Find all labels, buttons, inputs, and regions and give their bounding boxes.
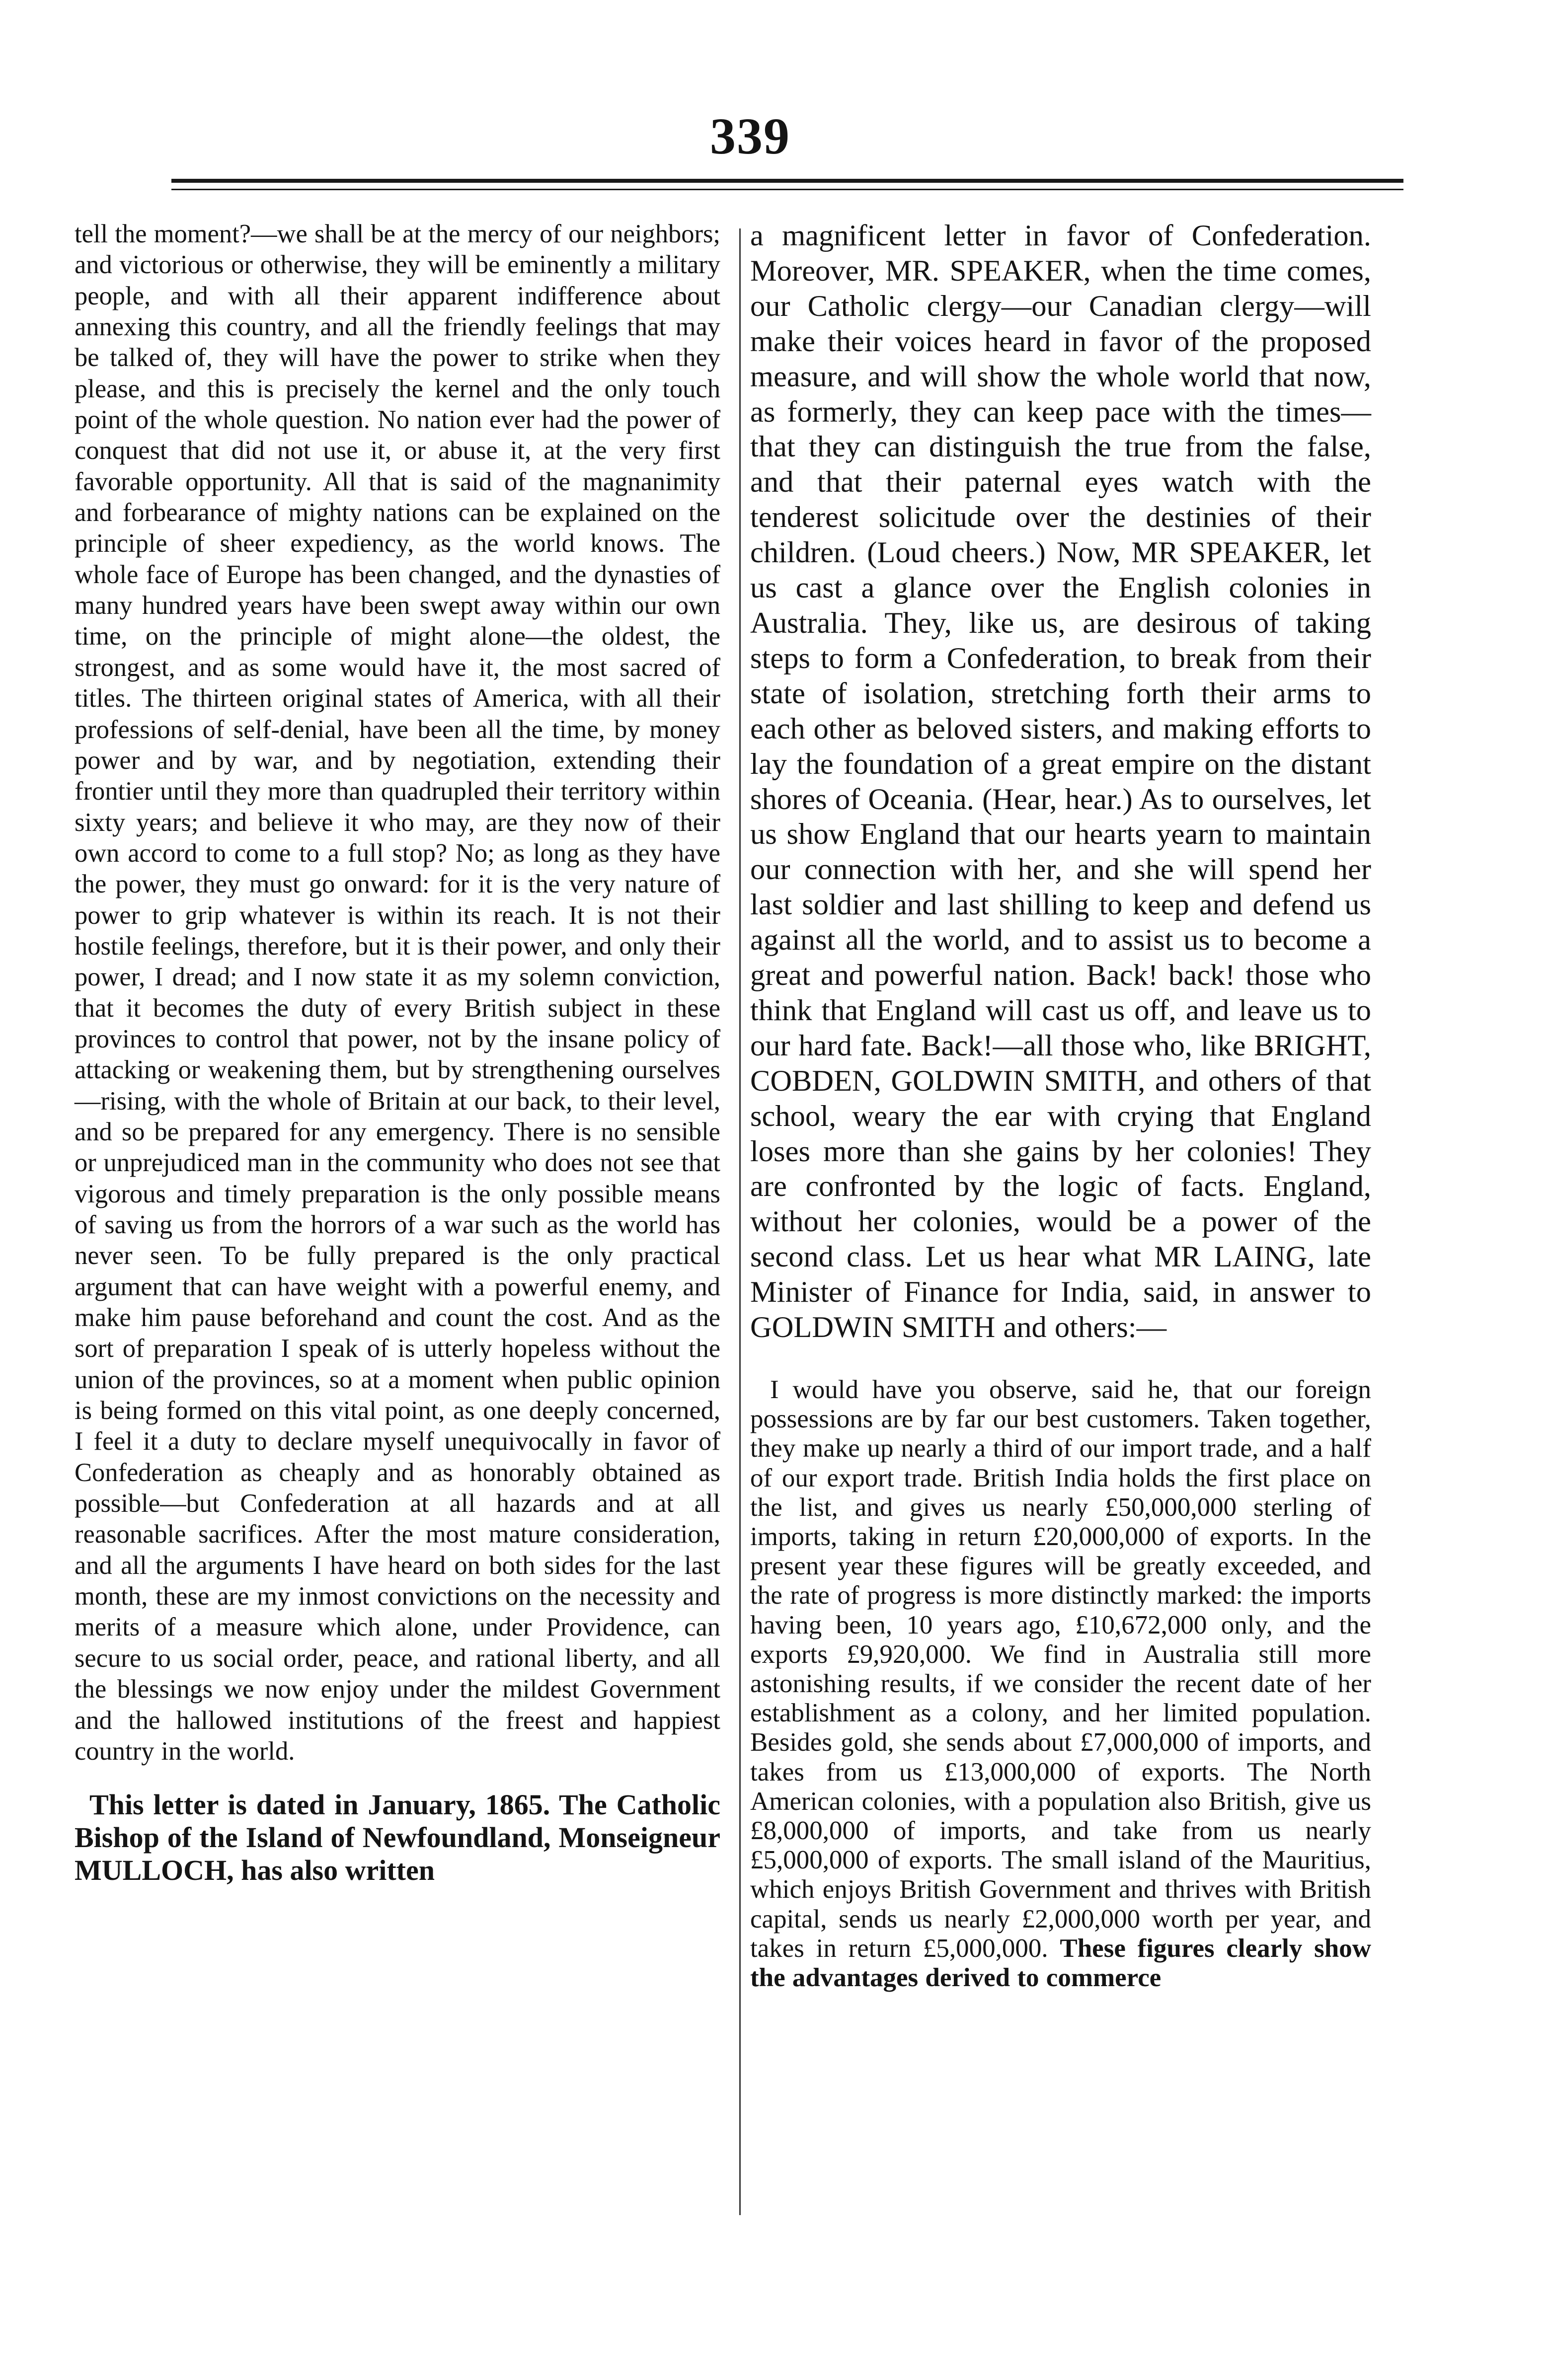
laing-quotation-tail: These figures clearly show the advantages derived to commerce: [750, 1934, 1372, 1993]
right-column-body: a magnificent letter in favor of Confederation. Moreover, MR. SPEAKER, when the time comes, our Catholic clergy—our Canadian clergy—will make their voices heard in favor of the proposed measure, and will show the whole world that now, as formerly, they can keep pace with the times—that they can distinguish the true from the false, and that their paternal eyes watch with the tenderest solicitude over the destinies of their children. (Loud cheers.) Now, MR SPEAKER, let us cast a glance over the English colonies in Australia. They, like us, are desirous of taking steps to form a Confederation, to break from their state of isolation, stretching forth their arms to each other as beloved sisters, and making efforts to lay the foundation of a great empire on the distant shores of Oceania. (Hear, hear.) As to ourselves, let us show England that our hearts yearn to maintain our connection with her, and she will spend her last soldier and last shilling to keep and defend us against all the world, and to assist us to become a great and powerful nation. Back! back! those who think that England will cast us off, and leave us to our hard fate. Back!—all those who, like BRIGHT, COBDEN, GOLDWIN SMITH, and others of that school, weary the ear with crying that England loses more than she gains by her colonies! They are confronted by the logic of facts. England, without her colonies, would be a power of the second class. Let us hear what MR LAING, late Minister of Finance for India, said, in answer to GOLDWIN SMITH and others:—: [750, 219, 1371, 1344]
header-rule-thin: [171, 189, 1403, 190]
laing-quotation-text: I would have you observe, said he, that our foreign possessions are by far our best customers. Taken together, they make up nearly a third of our import trade, and a half of our export trade. British India holds the first place on the list, and gives us nearly £50,000,000 sterling of imports, taking in return £20,000,000 of exports. In the present year these figures will be greatly exceeded, and the rate of progress is more distinctly marked: the imports having been, 10 years ago, £10,672,000 only, and the exports £9,920,000. We find in Australia still more astonishing results, if we consider the recent date of her establishment as a colony, and her limited population. Besides gold, she sends about £7,000,000 of imports, and takes from us £13,000,000 of exports. The North American colonies, with a population also British, give us £8,000,000 of imports, and take from us nearly £5,000,000 of exports. The small island of the Mauritius, which enjoys British Government and thrives with British capital, sends us nearly £2,000,000 worth per year, and takes in return £5,000,000.: [750, 1375, 1371, 1963]
column-divider: [739, 228, 741, 2215]
left-column: [75, 219, 720, 1887]
page-number: 339: [710, 108, 790, 165]
header-rule-thick: [171, 179, 1403, 183]
letter-date-notice: This letter is dated in January, 1865. The Catholic Bishop of the Island of Newfoundland, Monseigneur MULLOCH, has also written: [75, 1788, 720, 1887]
right-column: [750, 219, 1371, 1993]
left-column-body: tell the moment?—we shall be at the mercy of our neighbors; and victorious or otherwise, they will be eminently a military people, and with all their apparent indifference about annexing this country, and all the friendly feelings that may be talked of, they will have the power to strike when they please, and this is precisely the kernel and the only touch point of the whole question. No nation ever had the power of conquest that did not use it, or abuse it, at the very first favorable opportunity. All that is said of the magnanimity and forbearance of mighty nations can be explained on the principle of sheer expediency, as the world knows. The whole face of Europe has been changed, and the dynasties of many hundred years have been swept away within our own time, on the principle of might alone—the oldest, the strongest, and as some would have it, the most sacred of titles. The thirteen original states of America, with all their professions of self-denial, have been all the time, by money power and by war, and by negotiation, extending their frontier until they more than quadrupled their territory within sixty years; and believe it who may, are they now of their own accord to come to a full stop? No; as long as they have the power, they must go onward: for it is the very nature of power to grip whatever is within its reach. It is not their hostile feelings, therefore, but it is their power, and only their power, I dread; and I now state it as my solemn conviction, that it becomes the duty of every British subject in these provinces to control that power, not by the insane policy of attacking or weakening them, but by strengthening ourselves—rising, with the whole of Britain at our back, to their level, and so be prepared for any emergency. There is no sensible or unprejudiced man in the community who does not see that vigorous and timely preparation is the only possible means of saving us from the horrors of a war such as the world has never seen. To be fully prepared is the only practical argument that can have weight with a powerful enemy, and make him pause beforehand and count the cost. And as the sort of preparation I speak of is utterly hopeless without the union of the provinces, so at a moment when public opinion is being formed on this vital point, as one deeply concerned, I feel it a duty to declare myself unequivocally in favor of Confederation as cheaply and as honorably obtained as possible—but Confederation at all hazards and at all reasonable sacrifices. After the most mature consideration, and all the arguments I have heard on both sides for the last month, these are my inmost convictions on the necessity and merits of a measure which alone, under Providence, can secure to us social order, peace, and rational liberty, and all the blessings we now enjoy under the mildest Government and the hallowed institutions of the freest and happiest country in the world.: [75, 220, 720, 1766]
laing-quotation: [750, 1375, 1371, 1993]
